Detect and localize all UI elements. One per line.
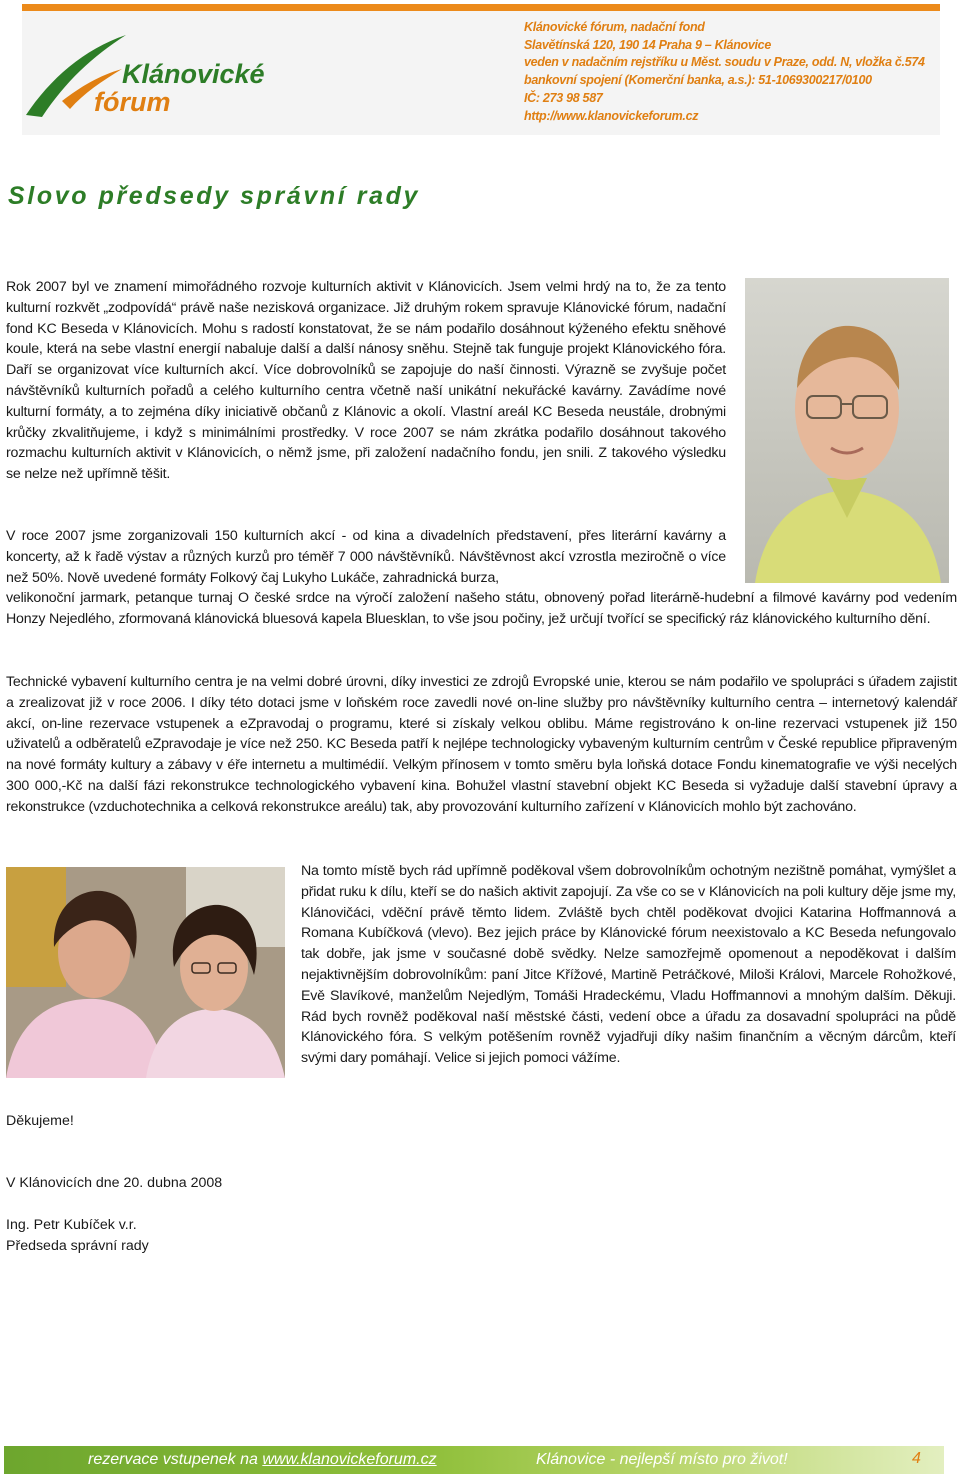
- org-bank: bankovní spojení (Komerční banka, a.s.): 51-1069300217/0100: [524, 73, 872, 88]
- footer-reservation-text: [88, 1451, 437, 1469]
- signatory-name: Ing. Petr Kubíček v.r.: [6, 1217, 137, 1233]
- org-address: Slavětínská 120, 190 14 Praha 9 – Klánovice: [524, 37, 771, 52]
- paragraph-technology: Technické vybavení kulturního centra je na velmi dobré úrovni, díky investici ze zdrojů Evropské unie, kterou se nám podařilo ve spolupráci s úřadem zajistit a zrealizovat již v roce 2006. I díky této dotaci jsme v loňském roce zavedli nové on-line služby pro návštěvníky kulturního centra – internetový kalendář akcí, on-line rezervace vstupenek a eZpravodaj o programu, které si získaly velkou oblibu. Máme registrováno k on-line rezervaci vstupenek již 150 uživatelů a odběratelů eZpravodaje je více než 250. KC Beseda patří k nejlépe technologicky vybaveným kulturním centrům v České republice připraveným na nové formáty kultury a zábavy v éře internetu a multimédií. Velkým přínosem v tomto směru byla loňská dotace Fondu kinematografie ve výši necelých 300 000,-Kč na další fázi rekonstrukce technologického vybavení kina. Bohužel vlastní stavební objekt KC Beseda si vyžaduje další stavební úpravy a rekonstrukce (vzduchotechnika a celková rekonstrukce areálu) tak, aby provozování kulturního zařízení v Klánovicích mohlo být zachováno.: [6, 674, 957, 815]
- chairman-portrait: [745, 278, 949, 583]
- thanks-exclamation: Děkujeme!: [6, 1113, 74, 1129]
- footer-bar: [4, 1446, 944, 1474]
- letterhead: [22, 11, 940, 135]
- logo-text-forum: fórum: [94, 87, 171, 117]
- volunteers-photo: [6, 867, 285, 1078]
- org-website-link[interactable]: http://www.klanovickeforum.cz: [524, 108, 699, 123]
- page-title: Slovo předsedy správní rady: [8, 182, 420, 210]
- footer-slogan: Klánovice - nejlepší místo pro život!: [536, 1451, 788, 1468]
- org-registry: veden v nadačním rejstříku u Měst. soudu v Praze, odd. N, vložka č.574: [524, 55, 925, 70]
- org-id: IČ: 273 98 587: [524, 90, 603, 105]
- signature-date: V Klánovicích dne 20. dubna 2008: [6, 1175, 223, 1191]
- organization-info: [524, 19, 938, 125]
- paragraph-intro: Rok 2007 byl ve znamení mimořádného rozvoje kulturních aktivit v Klánovicích. Jsem velmi hrdý na to, že za tento kulturní rozkvět „zodpovídá“ právě naše nezisková organizace. Již druhým rokem spravuje Klánovické fórum, nadační fond KC Beseda v Klánovicích. Mohu s radostí konstatovat, že se nám podařilo dosáhnout kýženého efektu sněhové koule, která na sebe vlastní energií nabaluje další a další nánosy sněhu. Stejně tak funguje projekt Klánovického fóra. Daří se organizovat více kulturních akcí. Více dobrovolníků se zapojuje do naší činnosti. Výrazně se zvyšuje počet návštěvníků kulturních pořadů a celého kulturního centra včetně naší unikátní nekuřácké kavárny. Zavádíme nové kulturní formáty, a to zejména díky iniciativě občanů z Klánovic a okolí. Vlastní areál KC Beseda neustále, drobnými krůčky zkvalitňujeme, i když s minimálními prostředky. V roce 2007 se nám zkrátka podařilo dosáhnout takového rozmachu kulturních aktivit v Klánovicích, o němž jsme, při založení nadačního fondu, jen snili. Z takového výsledku se nelze než upřímně těšit.: [6, 279, 726, 483]
- signatory-role: Předseda správní rady: [6, 1238, 149, 1254]
- footer-website-link[interactable]: www.klanovickeforum.cz: [262, 1451, 437, 1468]
- paragraph-thanks: Na tomto místě bych rád upřímně poděkoval všem dobrovolníkům ochotným nezištně pomáhat, vymýšlet a přidat ruku k dílu, kteří se do našich aktivit zapojují. Za vše co se v Klánovicích na poli kultury děje jsme my, Klánovičáci, vděční právě těmto lidem. Zvláště bych chtěl poděkovat dvojici Katarina Hoffmannová a Romana Kubíčková (vlevo). Bez jejich práce by Klánovické fórum neexistovalo a KC Beseda nefungovalo tak dobře, jak jsme v současné době svědky. Nelze samozřejmě opomenout a nepoděkovat i dalším nejaktivnějším dobrovolníkům: paní Jitce Křížové, Martině Petráčkové, Miloši Královi, Marcele Rohožkové, Evě Slavíkové, manželům Nejedlým, Tomáši Hradeckému, Vladu Hoffmannovi a mnohým dalším. Děkuji. Rád bych rovněž poděkoval naší městské části, vedení obce a úřadu za dosavadní spolupráci na půdě Klánovického fóra. S velkým potěšením rovněž vyjadřuji díky našim finančním a věcným dárcům, kteří svými dary pomáhají. Velice si jejich pomoci vážíme.: [301, 863, 956, 1067]
- header-accent-bar: [22, 4, 940, 11]
- org-name: Klánovické fórum, nadační fond: [524, 20, 705, 34]
- footer-reservation-label: rezervace vstupenek na: [88, 1451, 263, 1468]
- page-number: 4: [912, 1450, 921, 1467]
- paragraph-events-continued: velikonoční jarmark, petanque turnaj O české srdce na výročí založení našeho státu, obnovený pořad literárně-hudební a filmové kavárny pod vedením Honzy Nejedlého, zformovaná klánovická bluesová kapela Bluesklan, to vše jsou počiny, jež určují tvořící se specifický ráz klánovického kulturního dění.: [6, 590, 957, 627]
- logo: [22, 29, 302, 124]
- logo-text-klanovicke: Klánovické: [122, 59, 265, 89]
- paragraph-events: V roce 2007 jsme zorganizovali 150 kulturních akcí - od kina a divadelních představení, přes literární kavárny a koncerty, až k řadě výstav a různých kurzů pro téměř 7 000 návštěvníků. Návštěvnost akcí vzrostla meziročně o více než 50%. Nově uvedené formáty Folkový čaj Lukyho Lukáče, zahradnická burza,: [6, 528, 726, 586]
